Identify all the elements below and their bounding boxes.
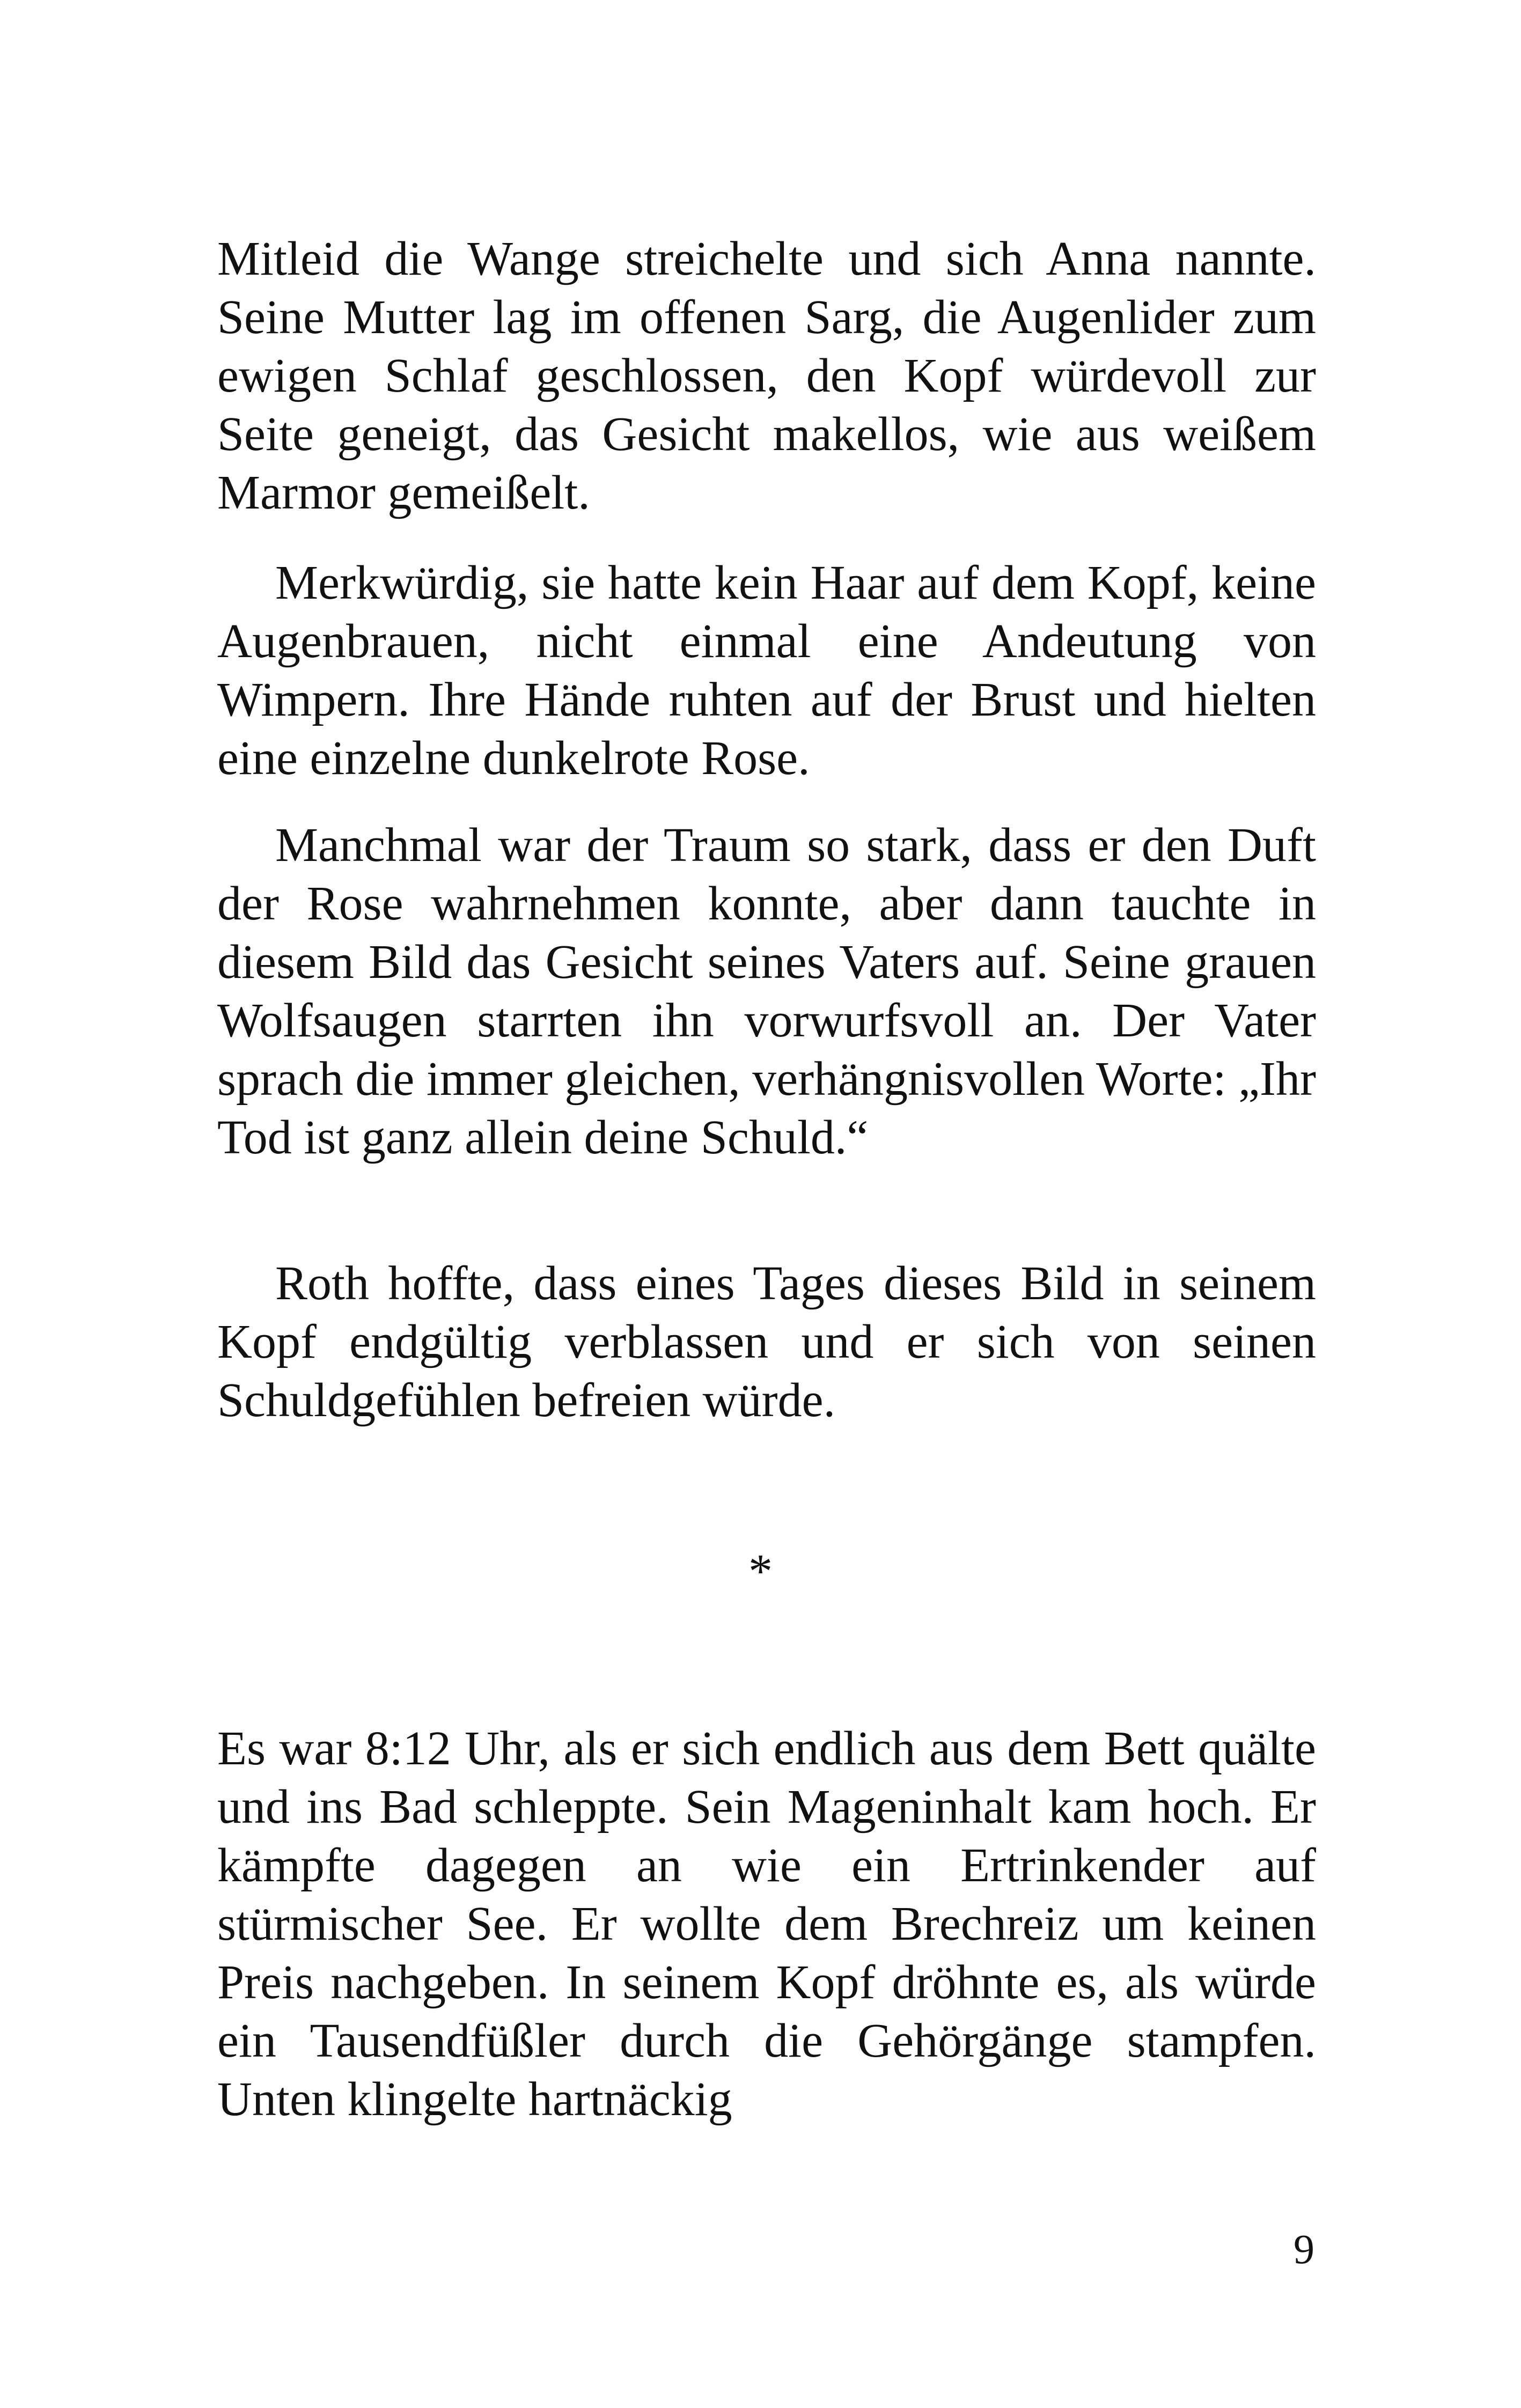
paragraph-2: Merkwürdig, sie hatte kein Haar auf dem Kopf, keine Augenbrauen, nicht einmal eine Andeutung von Wimpern. Ihre Hände ruhten auf der Brust und hielten eine einzelne dunkelrote Rose. <box>217 556 1316 785</box>
paragraph-4: Roth hoffte, dass eines Tages dieses Bild in seinem Kopf endgültig verblassen und er sich von seinen Schuldgefühlen befreien würde. <box>217 1257 1316 1427</box>
section-separator: * <box>748 1545 773 1598</box>
paragraph-3: Manchmal war der Traum so stark, dass er den Duft der Rose wahrnehmen konnte, aber dann tauchte in diesem Bild das Gesicht seines Vaters auf. Seine grauen Wolfsaugen starrten ihn vorwurfsvoll an. Der Vater sprach die immer gleichen, verhängnisvollen Worte: „Ihr Tod ist ganz allein deine Schuld.“ <box>217 819 1316 1164</box>
page-number: 9 <box>1294 2226 1314 2272</box>
paragraph-5: Es war 8:12 Uhr, als er sich endlich aus dem Bett quälte und ins Bad schleppte. Sein Mageninhalt kam hoch. Er kämpfte dagegen an wie ein Ertrinkender auf stürmischer See. Er wollte dem Brechreiz um keinen Preis nachgeben. In seinem Kopf dröhnte es, als würde ein Tausendfüßler durch die Gehörgänge stampfen. Unten klingelte hartnäckig <box>217 1722 1316 2126</box>
paragraph-1: Mitleid die Wange streichelte und sich Anna nannte. Seine Mutter lag im offenen Sarg, die Augenlider zum ewigen Schlaf geschlossen, den Kopf würdevoll zur Seite geneigt, das Gesicht makellos, wie aus weißem Marmor gemeißelt. <box>217 232 1316 519</box>
